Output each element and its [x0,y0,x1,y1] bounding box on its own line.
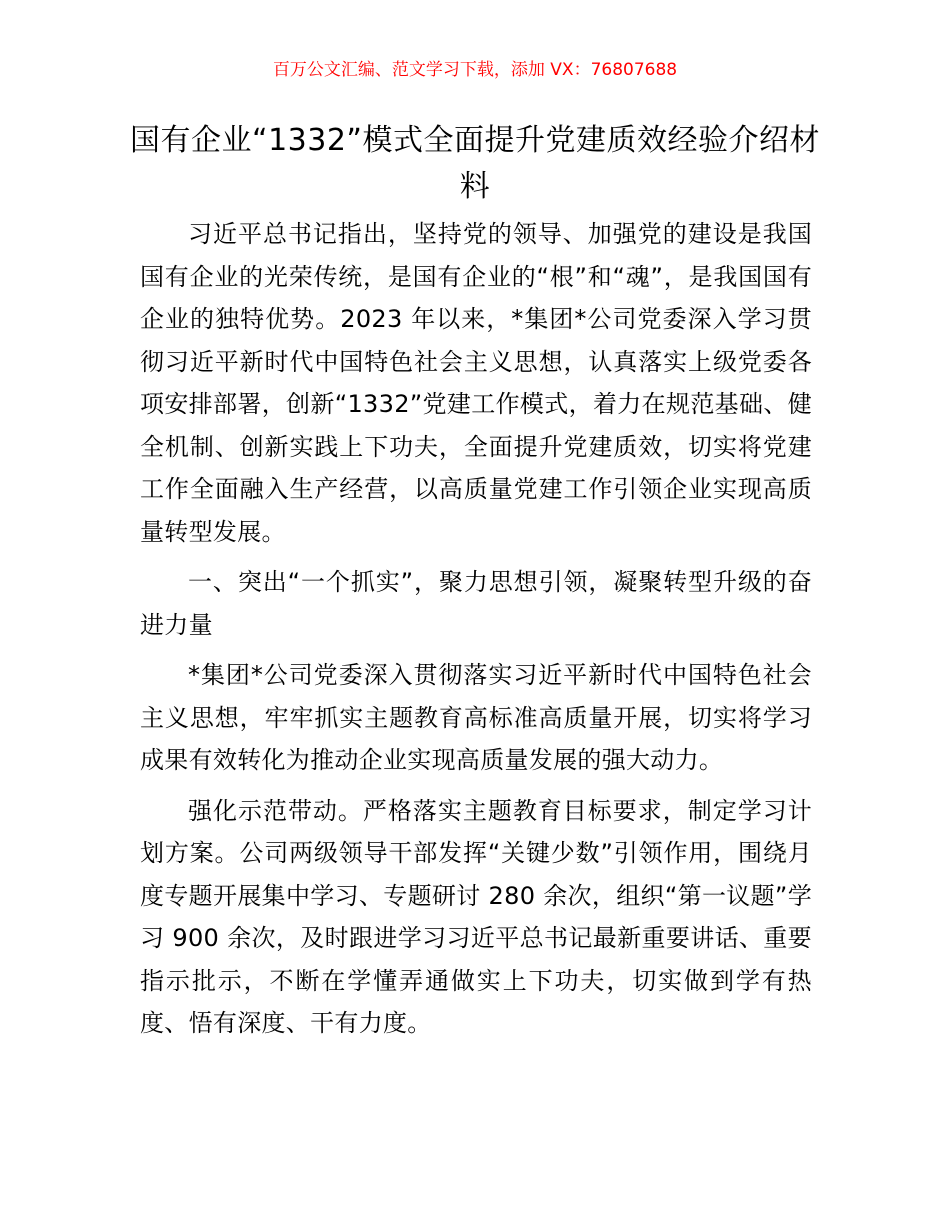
document-body [140,213,812,1053]
watermark-banner: 百万公文汇编、范文学习下载，添加 VX：76807688 [272,60,678,80]
paragraph-demonstration: 强化示范带动。严格落实主题教育目标要求，制定学习计划方案。公司两级领导干部发挥“关键少数”引领作用，围绕月度专题开展集中学习、专题研讨 280 余次，组织“第一议题”学习 900 余次，及时跟进学习习近平总书记最新重要讲话、重要指示批示，不断在学懂弄通做实上下功夫，切实做到学有热度、悟有深度、干有力度。 [140,796,812,1037]
section-heading: 一、突出“一个抓实”，聚力思想引领，凝聚转型升级的奋进力量 [140,568,812,639]
paragraph-section-intro: *集团*公司党委深入贯彻落实习近平新时代中国特色社会主义思想，牢牢抓实主题教育高标准高质量开展，切实将学习成果有效转化为推动企业实现高质量发展的强大动力。 [140,661,812,774]
document-title: 国有企业“1332”模式全面提升党建质效经验介绍材料 [130,123,820,204]
paragraph-intro: 习近平总书记指出，坚持党的领导、加强党的建设是我国国有企业的光荣传统，是国有企业的“根”和“魂”，是我国国有企业的独特优势。2023 年以来，*集团*公司党委深入学习贯彻习近平新时代中国特色社会主义思想，认真落实上级党委各项安排部署，创新“1332”党建工作模式，着力在规范基础、健全机制、创新实践上下功夫，全面提升党建质效，切实将党建工作全面融入生产经营，以高质量党建工作引领企业实现高质量转型发展。 [140,220,812,546]
